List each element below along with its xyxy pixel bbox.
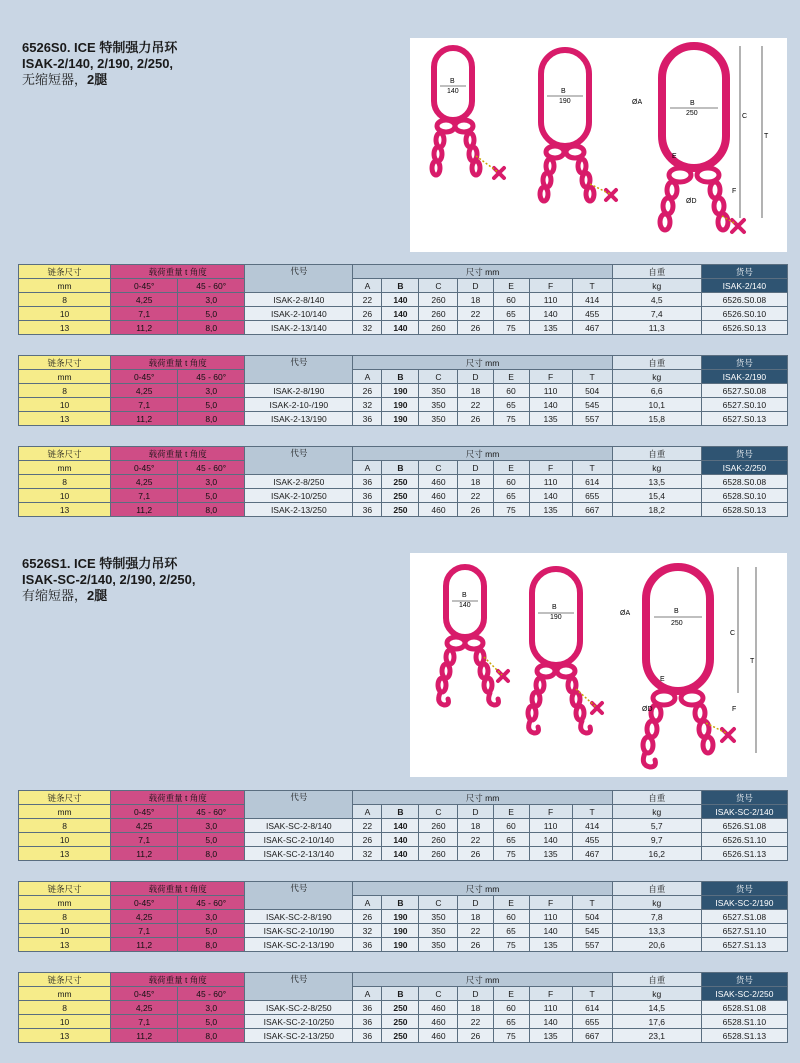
dim-250: 250 (671, 620, 683, 627)
col-c: C (419, 987, 458, 1001)
header-weight: 自重 (612, 447, 701, 461)
dim-190: 190 (559, 98, 571, 105)
col-a: A (353, 896, 382, 910)
header-chain-size: 链条尺寸 (19, 447, 111, 461)
svg-text:B: B (674, 608, 679, 615)
header-load: 载荷重量 t 角度 (111, 265, 245, 279)
header-angle-2: 45 - 60° (178, 370, 245, 384)
product-models: ISAK-SC-2/140, 2/190, 2/250, (22, 572, 196, 587)
table-row: 13 11,2 8,0 ISAK-SC-2-13/250 36 250 460 26 75 135 667 23,1 6528.S1.13 (19, 1029, 788, 1043)
header-chain-size: 链条尺寸 (19, 973, 111, 987)
table-row: 8 4,25 3,0 ISAK-SC-2-8/250 36 250 460 18 60 110 614 14,5 6528.S1.08 (19, 1001, 788, 1015)
svg-text:B: B (561, 88, 566, 95)
section-title-s1 (22, 556, 195, 604)
table-row: 13 11,2 8,0 ISAK-2-13/140 32 140 260 26 75 135 467 11,3 6526.S0.13 (19, 321, 788, 335)
col-f: F (529, 370, 572, 384)
col-t: T (572, 805, 612, 819)
header-dimensions: 尺寸 mm (353, 791, 612, 805)
col-b: B (382, 987, 419, 1001)
header-dimensions: 尺寸 mm (353, 973, 612, 987)
product-title: 6526S0. ICE 特制强力吊环 (22, 40, 178, 55)
svg-text:ØD: ØD (686, 198, 697, 205)
col-b: B (382, 805, 419, 819)
header-load: 载荷重量 t 角度 (111, 791, 245, 805)
svg-text:T: T (764, 133, 769, 140)
header-angle-1: 0-45° (111, 279, 178, 293)
header-mm: mm (19, 805, 111, 819)
table-row: 10 7,1 5,0 ISAK-SC-2-10/190 32 190 350 22 65 140 545 13,3 6527.S1.10 (19, 924, 788, 938)
header-part-no: 货号 (701, 791, 787, 805)
dim-250: 250 (686, 110, 698, 117)
header-kg: kg (612, 805, 701, 819)
header-load: 载荷重量 t 角度 (111, 447, 245, 461)
col-b: B (382, 279, 419, 293)
product-models: ISAK-2/140, 2/190, 2/250, (22, 56, 174, 71)
svg-text:B: B (450, 78, 455, 85)
col-b: B (382, 896, 419, 910)
table-row: 13 11,2 8,0 ISAK-2-13/190 36 190 350 26 75 135 557 15,8 6527.S0.13 (19, 412, 788, 426)
header-dimensions: 尺寸 mm (353, 882, 612, 896)
svg-text:ØA: ØA (620, 610, 631, 617)
col-c: C (419, 805, 458, 819)
svg-text:ØD: ØD (642, 706, 653, 713)
dim-190: 190 (550, 614, 562, 621)
svg-text:F: F (732, 188, 737, 195)
spec-table-s1-250 (18, 972, 788, 1043)
svg-text:E: E (672, 153, 677, 160)
col-c: C (419, 279, 458, 293)
table-row: 8 4,25 3,0 ISAK-2-8/140 22 140 260 18 60 110 414 4,5 6526.S0.08 (19, 293, 788, 307)
spec-table-s0-250 (18, 446, 788, 517)
col-c: C (419, 896, 458, 910)
header-part-no: 货号 (701, 973, 787, 987)
header-angle-1: 0-45° (111, 805, 178, 819)
header-dimensions: 尺寸 mm (353, 447, 612, 461)
table-row: 13 11,2 8,0 ISAK-2-13/250 36 250 460 26 75 135 667 18,2 6528.S0.13 (19, 503, 788, 517)
table-row: 8 4,25 3,0 ISAK-2-8/250 36 250 460 18 60 110 614 13,5 6528.S0.08 (19, 475, 788, 489)
header-mm: mm (19, 896, 111, 910)
header-kg: kg (612, 987, 701, 1001)
spec-table-s1-190 (18, 881, 788, 952)
col-e: E (493, 461, 529, 475)
header-angle-1: 0-45° (111, 461, 178, 475)
col-f: F (529, 805, 572, 819)
svg-text:C: C (742, 113, 748, 120)
col-f: F (529, 461, 572, 475)
col-d: D (458, 279, 493, 293)
header-part-no: 货号 (701, 447, 787, 461)
product-description: 无缩短器，2腿 (22, 72, 108, 87)
col-a: A (353, 279, 382, 293)
product-figure-s0 (410, 38, 787, 252)
header-code: 代号 (245, 973, 353, 1001)
col-a: A (353, 461, 382, 475)
col-a: A (353, 987, 382, 1001)
header-load: 载荷重量 t 角度 (111, 882, 245, 896)
header-mm: mm (19, 461, 111, 475)
header-code-model: ISAK-2/250 (701, 461, 787, 475)
col-d: D (458, 896, 493, 910)
col-t: T (572, 461, 612, 475)
col-t: T (572, 279, 612, 293)
master-link-with-shorteners-illustration (410, 553, 787, 777)
col-f: F (529, 279, 572, 293)
header-part-no: 货号 (701, 356, 787, 370)
svg-text:B: B (552, 604, 557, 611)
svg-text:C: C (730, 630, 736, 637)
product-figure-s1 (410, 553, 787, 777)
col-c: C (419, 461, 458, 475)
svg-text:B: B (462, 592, 467, 599)
col-d: D (458, 461, 493, 475)
product-title: 6526S1. ICE 特制强力吊环 (22, 556, 178, 571)
header-code: 代号 (245, 882, 353, 910)
header-angle-1: 0-45° (111, 370, 178, 384)
table-row: 10 7,1 5,0 ISAK-SC-2-10/140 26 140 260 22 65 140 455 9,7 6526.S1.10 (19, 833, 788, 847)
col-t: T (572, 896, 612, 910)
header-angle-2: 45 - 60° (178, 987, 245, 1001)
col-t: T (572, 370, 612, 384)
col-e: E (493, 987, 529, 1001)
table-row: 10 7,1 5,0 ISAK-2-10/250 36 250 460 22 65 140 655 15,4 6528.S0.10 (19, 489, 788, 503)
header-dimensions: 尺寸 mm (353, 265, 612, 279)
col-d: D (458, 805, 493, 819)
header-angle-1: 0-45° (111, 987, 178, 1001)
dim-140: 140 (459, 602, 471, 609)
col-e: E (493, 279, 529, 293)
header-load: 载荷重量 t 角度 (111, 973, 245, 987)
col-a: A (353, 370, 382, 384)
header-mm: mm (19, 279, 111, 293)
col-a: A (353, 805, 382, 819)
header-code: 代号 (245, 791, 353, 819)
col-d: D (458, 987, 493, 1001)
header-code-model: ISAK-SC-2/190 (701, 896, 787, 910)
col-d: D (458, 370, 493, 384)
header-chain-size: 链条尺寸 (19, 882, 111, 896)
col-t: T (572, 987, 612, 1001)
header-weight: 自重 (612, 973, 701, 987)
table-row: 13 11,2 8,0 ISAK-SC-2-13/190 36 190 350 26 75 135 557 20,6 6527.S1.13 (19, 938, 788, 952)
col-e: E (493, 370, 529, 384)
header-mm: mm (19, 987, 111, 1001)
header-weight: 自重 (612, 882, 701, 896)
header-weight: 自重 (612, 356, 701, 370)
header-angle-1: 0-45° (111, 896, 178, 910)
section-title-s0 (22, 40, 177, 88)
col-e: E (493, 896, 529, 910)
table-row: 10 7,1 5,0 ISAK-SC-2-10/250 36 250 460 22 65 140 655 17,6 6528.S1.10 (19, 1015, 788, 1029)
header-code-model: ISAK-2/140 (701, 279, 787, 293)
header-angle-2: 45 - 60° (178, 896, 245, 910)
header-angle-2: 45 - 60° (178, 279, 245, 293)
header-kg: kg (612, 279, 701, 293)
header-chain-size: 链条尺寸 (19, 356, 111, 370)
table-row: 8 4,25 3,0 ISAK-SC-2-8/190 26 190 350 18 60 110 504 7,8 6527.S1.08 (19, 910, 788, 924)
col-f: F (529, 896, 572, 910)
header-angle-2: 45 - 60° (178, 461, 245, 475)
spec-table-s0-140 (18, 264, 788, 335)
header-part-no: 货号 (701, 882, 787, 896)
table-row: 8 4,25 3,0 ISAK-2-8/190 26 190 350 18 60 110 504 6,6 6527.S0.08 (19, 384, 788, 398)
header-code-model: ISAK-SC-2/250 (701, 987, 787, 1001)
table-row: 13 11,2 8,0 ISAK-SC-2-13/140 32 140 260 26 75 135 467 16,2 6526.S1.13 (19, 847, 788, 861)
table-row: 10 7,1 5,0 ISAK-2-10-/190 32 190 350 22 65 140 545 10,1 6527.S0.10 (19, 398, 788, 412)
header-code: 代号 (245, 447, 353, 475)
svg-text:T: T (750, 658, 755, 665)
header-code-model: ISAK-SC-2/140 (701, 805, 787, 819)
svg-text:B: B (690, 100, 695, 107)
header-kg: kg (612, 896, 701, 910)
spec-table-s0-190 (18, 355, 788, 426)
master-link-illustration (410, 38, 787, 252)
svg-text:ØA: ØA (632, 99, 643, 106)
header-weight: 自重 (612, 265, 701, 279)
header-mm: mm (19, 370, 111, 384)
header-chain-size: 链条尺寸 (19, 265, 111, 279)
svg-text:E: E (660, 676, 665, 683)
header-kg: kg (612, 461, 701, 475)
svg-text:F: F (732, 706, 737, 713)
col-b: B (382, 370, 419, 384)
col-e: E (493, 805, 529, 819)
header-chain-size: 链条尺寸 (19, 791, 111, 805)
header-dimensions: 尺寸 mm (353, 356, 612, 370)
header-kg: kg (612, 370, 701, 384)
product-description: 有缩短器，2腿 (22, 588, 108, 603)
header-code: 代号 (245, 356, 353, 384)
header-load: 载荷重量 t 角度 (111, 356, 245, 370)
table-row: 8 4,25 3,0 ISAK-SC-2-8/140 22 140 260 18 60 110 414 5,7 6526.S1.08 (19, 819, 788, 833)
header-code-model: ISAK-2/190 (701, 370, 787, 384)
col-b: B (382, 461, 419, 475)
header-weight: 自重 (612, 791, 701, 805)
header-angle-2: 45 - 60° (178, 805, 245, 819)
header-part-no: 货号 (701, 265, 787, 279)
table-row: 10 7,1 5,0 ISAK-2-10/140 26 140 260 22 65 140 455 7,4 6526.S0.10 (19, 307, 788, 321)
col-c: C (419, 370, 458, 384)
header-code: 代号 (245, 265, 353, 293)
col-f: F (529, 987, 572, 1001)
spec-table-s1-140 (18, 790, 788, 861)
dim-140: 140 (447, 88, 459, 95)
